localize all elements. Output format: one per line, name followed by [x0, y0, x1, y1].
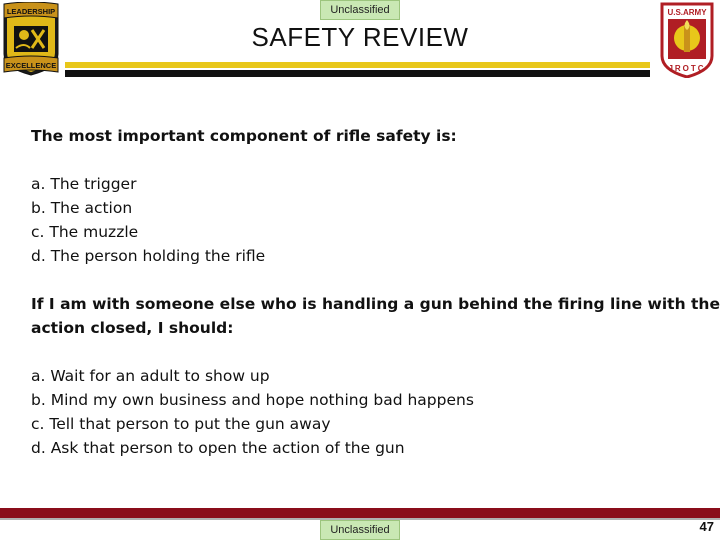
question-1-option-b: b. The action — [31, 199, 133, 217]
crest-top-text: LEADERSHIP — [6, 7, 56, 16]
page-number: 47 — [699, 519, 714, 534]
crest-top-text: U.S.ARMY — [667, 8, 707, 17]
footer-bar-red — [0, 508, 720, 518]
question-1-option-c: c. The muzzle — [31, 223, 139, 241]
question-2-option-a: a. Wait for an adult to show up — [31, 367, 270, 385]
classification-banner-top: Unclassified — [320, 0, 400, 20]
title-underline-yellow — [65, 62, 650, 68]
question-2-option-d: d. Ask that person to open the action of the gun — [31, 439, 405, 457]
slide-body — [31, 124, 720, 460]
question-2-option-c: c. Tell that person to put the gun away — [31, 415, 331, 433]
question-2-prompt-line-1: If I am with someone else who is handling a gun behind the firing line with the — [31, 295, 720, 313]
question-1-option-a: a. The trigger — [31, 175, 137, 193]
title-underline-black — [65, 70, 650, 77]
classification-banner-bottom: Unclassified — [320, 520, 400, 540]
crest-bottom-text: JROTC — [668, 64, 706, 73]
question-2-option-b: b. Mind my own business and hope nothing bad happens — [31, 391, 474, 409]
question-2-prompt-line-2: action closed, I should: — [31, 319, 234, 337]
question-1-option-d: d. The person holding the rifle — [31, 247, 266, 265]
us-army-jrotc-crest-icon — [658, 2, 716, 78]
crest-bottom-text: EXCELLENCE — [5, 61, 57, 70]
question-1-prompt: The most important component of rifle safety is: — [31, 127, 457, 145]
slide-title: SAFETY REVIEW — [251, 22, 469, 52]
